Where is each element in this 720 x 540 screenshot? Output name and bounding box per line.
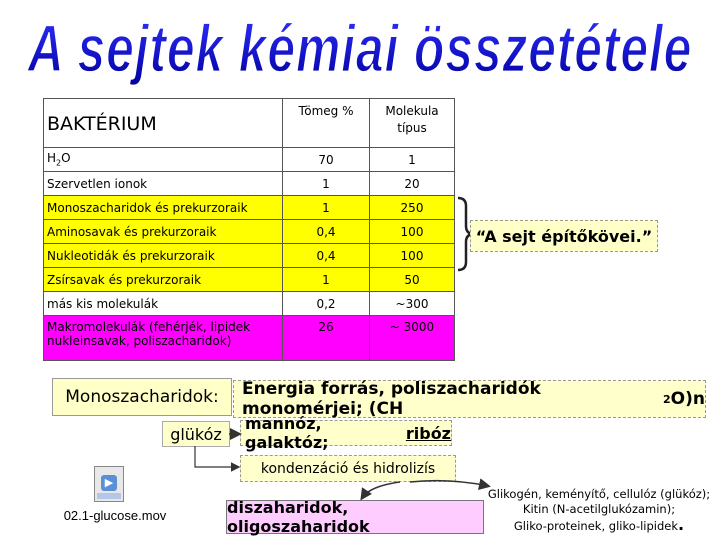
arrow-glucose-to-reaction (195, 446, 238, 467)
row-mass: 70 (283, 148, 370, 172)
row-types: 250 (370, 196, 455, 220)
row-types: ~ 3000 (370, 316, 455, 361)
row-mass: 1 (283, 196, 370, 220)
row-types: 20 (370, 172, 455, 196)
row-types: 100 (370, 244, 455, 268)
table-row (44, 244, 455, 268)
row-mass: 0,4 (283, 220, 370, 244)
other-sugars-label: mannóz, galaktóz; ribóz (240, 420, 452, 446)
table-row (44, 316, 455, 361)
row-types: 50 (370, 268, 455, 292)
row-mass: 26 (283, 316, 370, 361)
row-label: Zsírsavak és prekurzoraik (44, 268, 283, 292)
table-row (44, 292, 455, 316)
header-mass: Tömeg % (283, 99, 370, 148)
composition-table (43, 98, 455, 361)
table-row (44, 196, 455, 220)
movie-file-icon[interactable]: ▶ (94, 466, 124, 502)
row-types: 1 (370, 148, 455, 172)
monosaccharides-label: Monoszacharidok: (52, 378, 232, 416)
disaccharides-label: diszaharidok, oligoszaharidok (226, 500, 484, 534)
row-label: $H_2O$ (44, 148, 283, 172)
reaction-label: kondenzáció és hidrolizís (240, 455, 456, 482)
monosaccharides-description: Energia forrás, poliszacharidók monomérjei; (CH 2 O)n (233, 380, 706, 418)
page-title (0, 6, 720, 86)
table-header-row (44, 99, 455, 148)
arrow-to-disaccharides (362, 482, 400, 498)
table-row (44, 268, 455, 292)
row-mass: 1 (283, 268, 370, 292)
row-label: Aminosavak és prekurzoraik (44, 220, 283, 244)
glucose-label: glükóz (162, 421, 230, 447)
table-row (44, 148, 455, 172)
row-types: 100 (370, 220, 455, 244)
row-mass: 0,2 (283, 292, 370, 316)
row-types: ~300 (370, 292, 455, 316)
title-text: A sejtek kémiai összetétele (27, 12, 693, 86)
header-organism: BAKTÉRIUM (44, 99, 283, 148)
movie-file[interactable] (50, 462, 180, 532)
building-blocks-note: “A sejt építőkövei.” (470, 220, 658, 252)
polysaccharides-text: Glikogén, keményítő, cellulóz (glükóz); Kitin (N-acetilglukózamin); Gliko-proteinek, gliko-lipidek. (487, 487, 711, 534)
movie-file-name[interactable]: 02.1-glucose.mov (63, 508, 167, 523)
table-row (44, 220, 455, 244)
row-mass: 1 (283, 172, 370, 196)
header-types: Molekula típus (370, 99, 455, 148)
table-row (44, 172, 455, 196)
row-label: Nukleotidák és prekurzoraik (44, 244, 283, 268)
row-label: Szervetlen ionok (44, 172, 283, 196)
row-label: Monoszacharidok és prekurzoraik (44, 196, 283, 220)
row-label: más kis molekulák (44, 292, 283, 316)
row-label: Makromolekulák (fehérjék, lipidek nukleinsavak, poliszacharidok) (44, 316, 283, 361)
row-mass: 0,4 (283, 244, 370, 268)
